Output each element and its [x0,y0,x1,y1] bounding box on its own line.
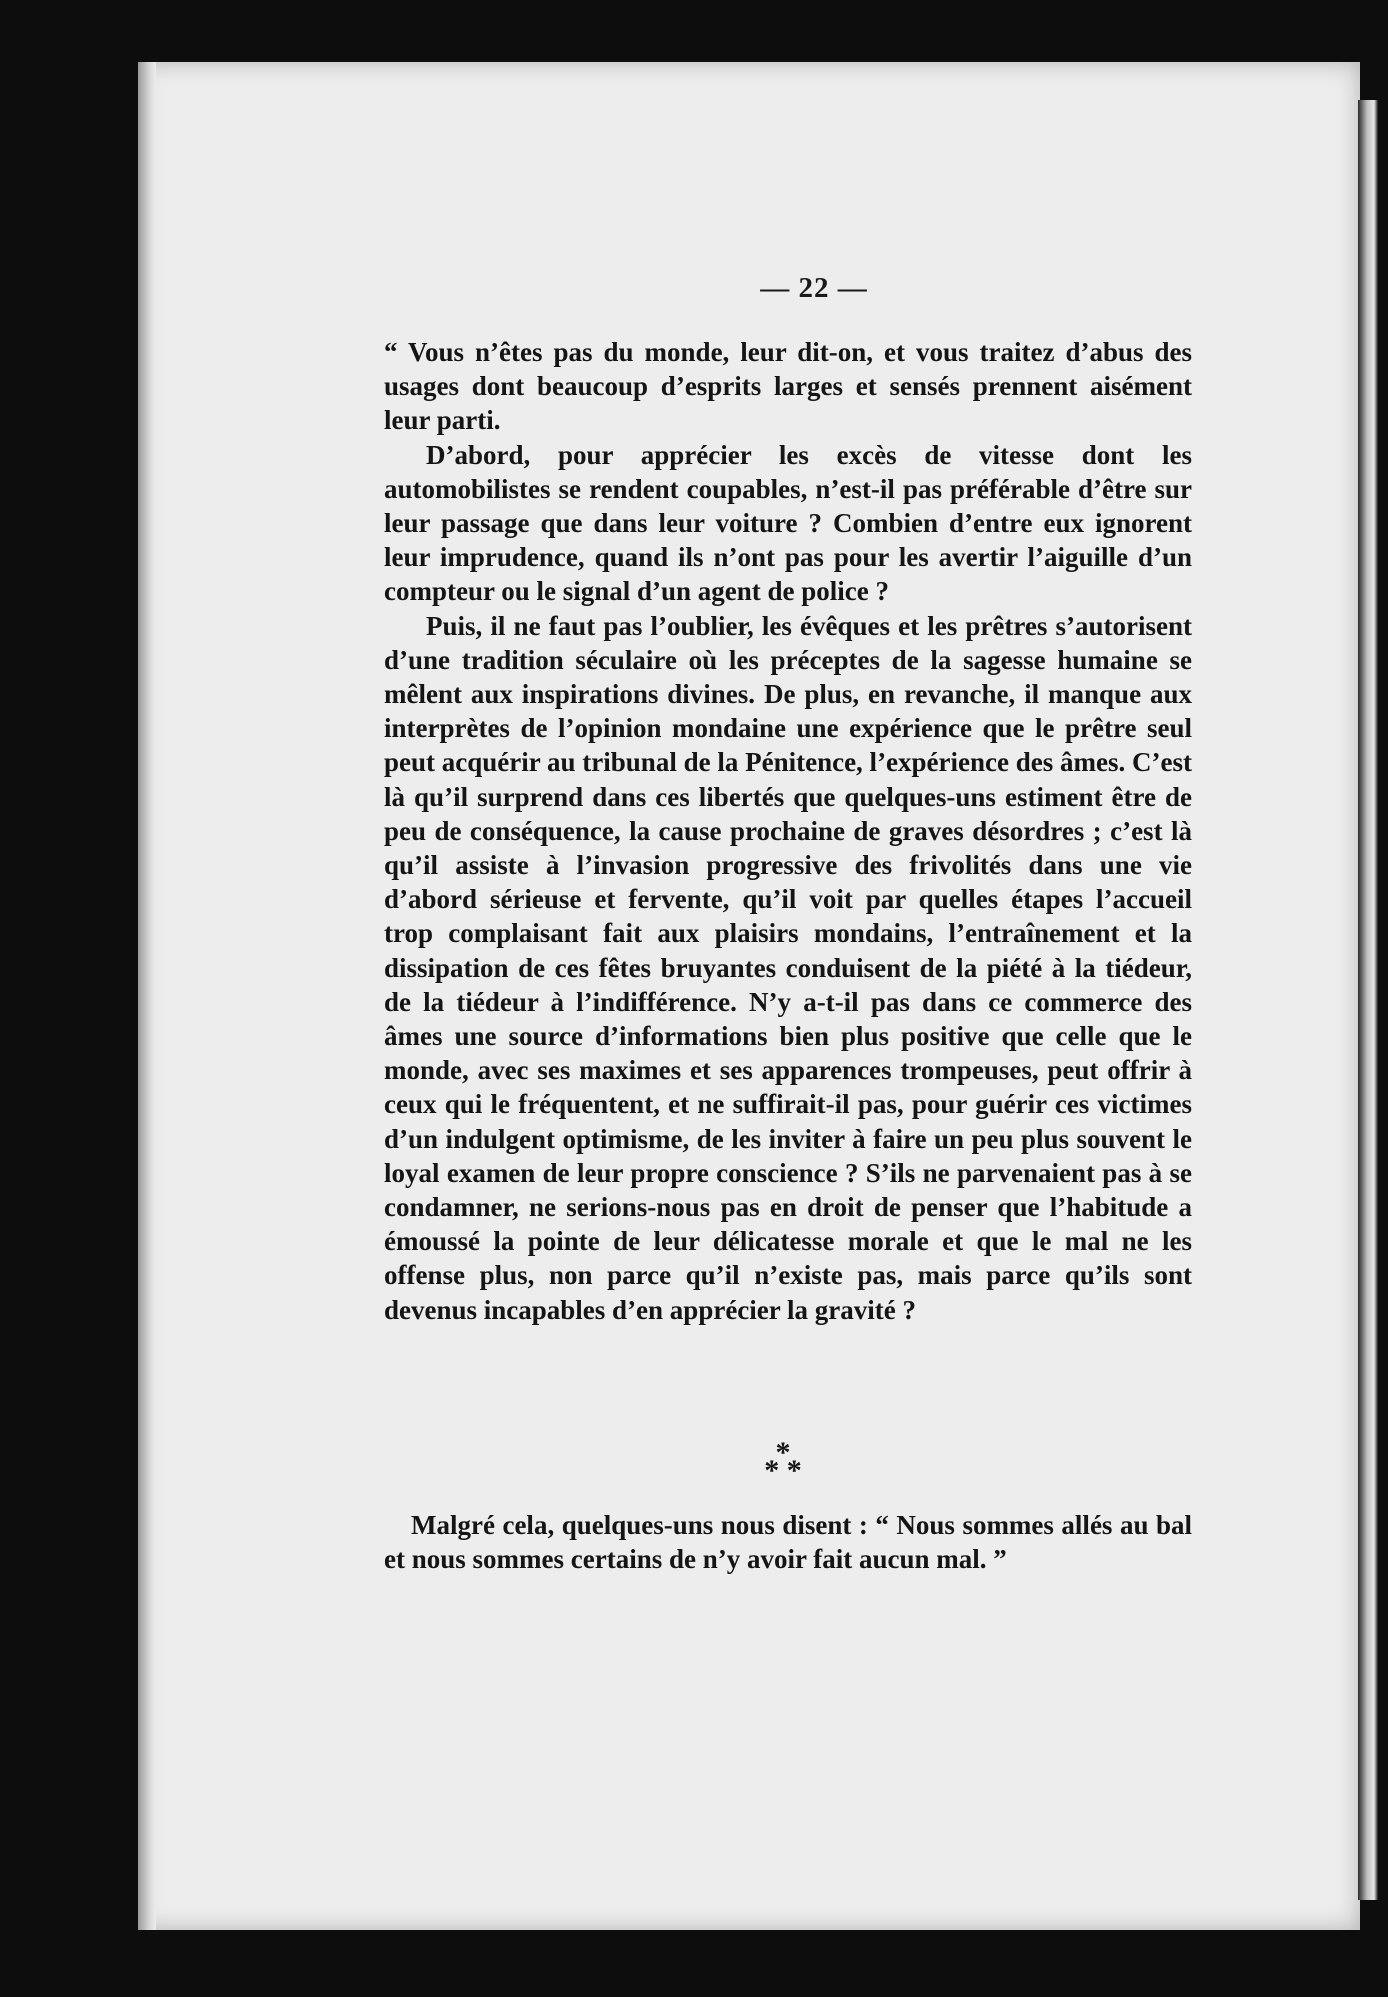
paragraph-4: Malgré cela, quelques-uns nous disent : “ Nous sommes allés au bal et nous sommes certains de n’y avoir fait aucun mal. ” [384,1510,1192,1575]
paragraph-2: D’abord, pour apprécier les excès de vitesse dont les automobilistes se rendent coupables, n’est-il pas préférable d’être sur leur passage que dans leur voiture ? Combien d’entre eux ignorent leur imprudence, quand ils n’ont pas pour les avertir l’aiguille d’un compteur ou le signal d’un agent de police ? [384,439,1192,607]
paragraph-1: “ Vous n’êtes pas du monde, leur dit-on, et vous traitez d’abus des usages dont beaucoup d’esprits larges et sensés prennent aisément leur parti. [384,337,1192,436]
body-text [384,335,1192,1327]
book-gutter [1358,100,1378,1900]
asterism: * * * [764,1436,802,1487]
paragraph-3: Puis, il ne faut pas l’oublier, les évêques et les prêtres s’autorisent d’une tradition séculaire où les préceptes de la sagesse humaine se mêlent aux inspirations divines. De plus, en revanche, il manque aux interprètes de l’opinion mondaine une expérience que le prêtre seul peut acquérir au tribunal de la Pénitence, l’expérience des âmes. C’est là qu’il surprend dans ces libertés que quelques-uns estiment être de peu de conséquence, la cause prochaine de graves désordres ; c’est là qu’il assiste à l’invasion progressive des frivolités dans une vie d’abord sérieuse et fervente, qu’il voit par quelles étapes l’accueil trop complaisant fait aux plaisirs mondains, l’entraînement et la dissipation de ces fêtes bruyantes conduisent de la piété à la tiédeur, de la tiédeur à l’indifférence. N’y a-t-il pas dans ce commerce des âmes une source d’informations bien plus positive que celle que le monde, avec ses maximes et ses apparences trompeuses, peut offrir à ceux qui le fréquentent, et ne suffirait-il pas, pour guérir ces victimes d’un indulgent optimisme, de les inviter à faire un peu plus souvent le loyal examen de leur propre conscience ? S’ils ne parvenaient pas à se condamner, ne serions-nous pas en droit de penser que l’habitude a émoussé la pointe de leur délicatesse morale et que le mal ne les offense plus, non parce qu’il n’existe pas, mais parce qu’ils sont devenus incapables d’en apprécier la gravité ? [384,610,1192,1325]
section-separator [0,1436,1388,1487]
closing-text [384,1508,1192,1576]
page-number: — 22 — [760,272,868,304]
page-edge [138,62,156,1930]
